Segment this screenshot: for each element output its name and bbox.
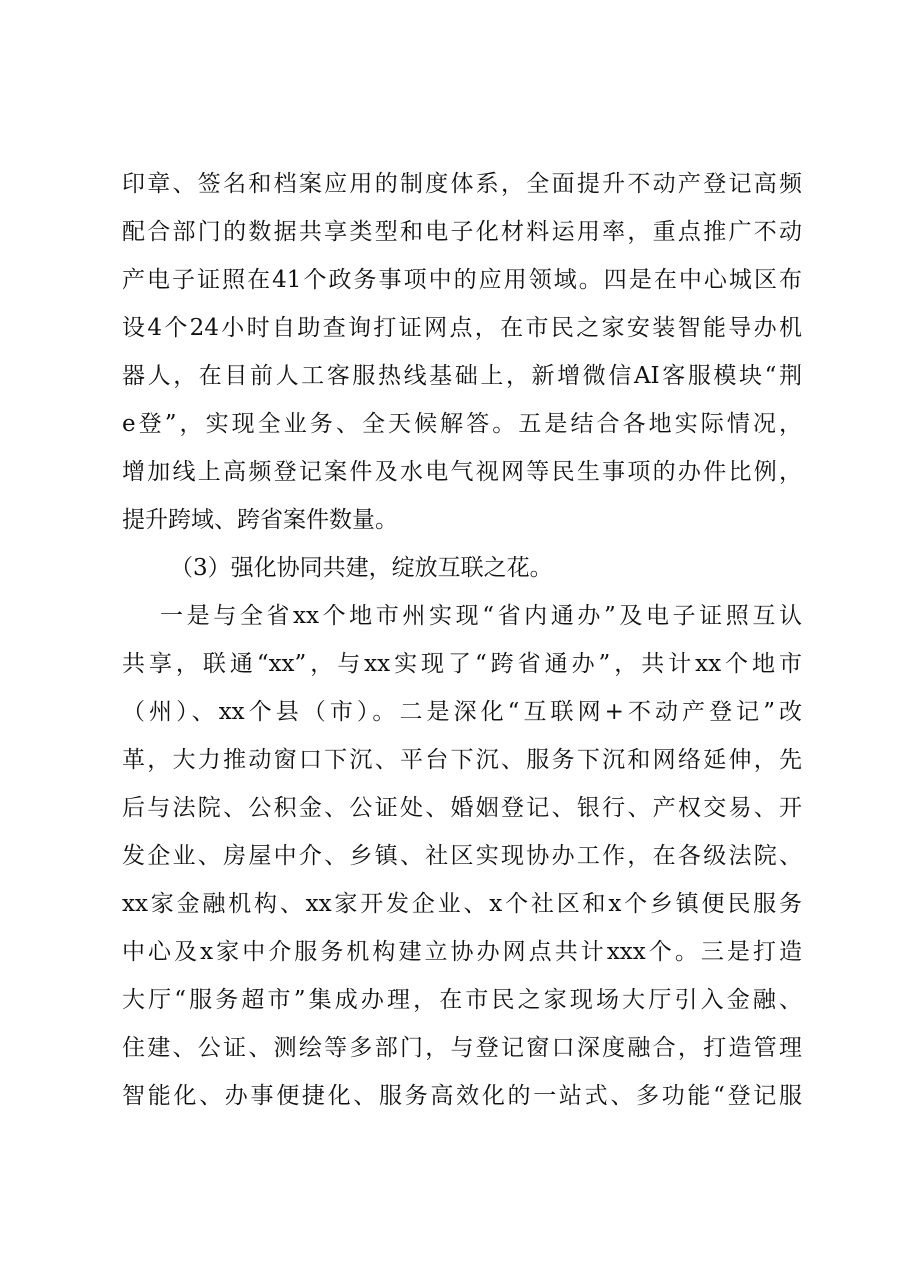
section-heading: （3）强化协同共建，绽放互联之花。 <box>170 555 553 581</box>
text-line-17: 中心及x家中介服务机构建立协办网点共计xxx个。三是打造 <box>122 939 802 965</box>
text-line-15: 发企业、房屋中介、乡镇、社区实现协办工作，在各级法院、 <box>122 843 802 869</box>
text-line-2: 配合部门的数据共享类型和电子化材料运用率，重点推广不动 <box>122 219 802 245</box>
text-line-11: 共享，联通“xx”，与xx实现了“跨省通办”，共计xx个地市 <box>122 651 802 677</box>
text-line-8: 提升跨域、跨省案件数量。 <box>122 507 398 533</box>
text-line-12: （州）、xx个县（市）。二是深化“互联网+不动产登记”改 <box>122 699 802 725</box>
text-line-13: 革，大力推动窗口下沉、平台下沉、服务下沉和网络延伸，先 <box>122 747 802 773</box>
text-line-4: 设4个24小时自助查询打证网点，在市民之家安装智能导办机 <box>122 315 802 341</box>
text-line-10: 一是与全省xx个地市州实现“省内通办”及电子证照互认 <box>160 603 802 629</box>
text-line-14: 后与法院、公积金、公证处、婚姻登记、银行、产权交易、开 <box>122 795 802 821</box>
text-line-19: 住建、公证、测绘等多部门，与登记窗口深度融合，打造管理 <box>122 1035 802 1061</box>
text-line-20: 智能化、办事便捷化、服务高效化的一站式、多功能“登记服 <box>122 1083 802 1109</box>
text-line-18: 大厅“服务超市”集成办理，在市民之家现场大厅引入金融、 <box>122 987 802 1013</box>
text-line-5: 器人，在目前人工客服热线基础上，新增微信AI客服模块“荆 <box>122 363 802 389</box>
text-line-3: 产电子证照在41个政务事项中的应用领域。四是在中心城区布 <box>122 267 802 293</box>
text-line-1: 印章、签名和档案应用的制度体系，全面提升不动产登记高频 <box>122 171 802 197</box>
text-line-6: e登”，实现全业务、全天候解答。五是结合各地实际情况， <box>122 411 802 437</box>
text-line-7: 增加线上高频登记案件及水电气视网等民生事项的办件比例， <box>122 459 802 485</box>
text-line-16: xx家金融机构、xx家开发企业、x个社区和x个乡镇便民服务 <box>122 891 802 917</box>
